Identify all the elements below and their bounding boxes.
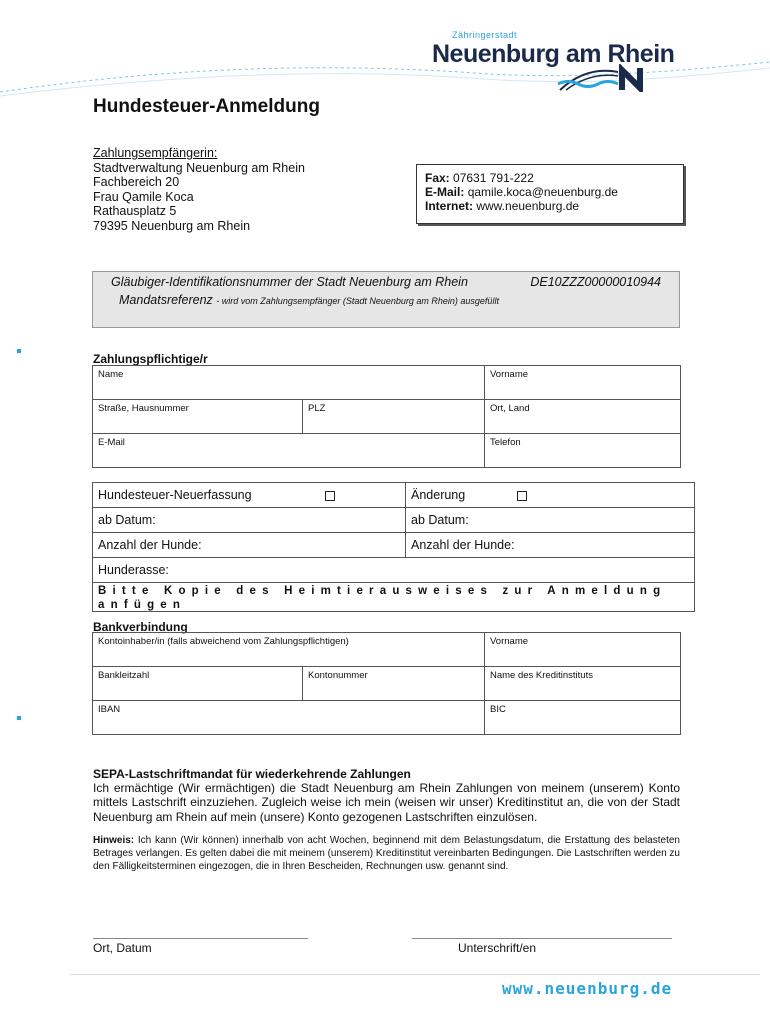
firstname-field[interactable] xyxy=(485,366,681,400)
email-label: E-Mail: xyxy=(425,185,465,199)
sepa-section xyxy=(93,767,680,824)
side-bullet xyxy=(17,349,21,353)
bank-firstname-field[interactable] xyxy=(485,633,681,667)
sepa-text: Ich ermächtige (Wir ermächtigen) die Stadt Neuenburg am Rhein Zahlungen von meinem (unserem) Konto mittels Lastschrift einzuziehen. Zugleich weise ich mein (weisen wir unser) Kreditinstitut an, die von der Stadt Neuenburg am Rhein auf mein (unsere) Konto gezogenen Lastschriften einzulösen. xyxy=(93,781,680,824)
place-date-line[interactable] xyxy=(93,938,308,939)
new-registration-label: Hundesteuer-Neuerfassung xyxy=(98,488,252,502)
creditor-label: Gläubiger-Identifikationsnummer der Stadt Neuenburg am Rhein xyxy=(111,275,468,289)
hint-label: Hinweis: xyxy=(93,835,135,846)
from-date-label: ab Datum: xyxy=(411,513,469,527)
mandate-note: - wird vom Zahlungsempfänger (Stadt Neuenburg am Rhein) ausgefüllt xyxy=(216,296,499,306)
name-field[interactable] xyxy=(93,366,485,400)
new-registration-checkbox[interactable] xyxy=(325,491,335,501)
from-date-field[interactable] xyxy=(93,508,406,533)
signature-line[interactable] xyxy=(412,938,672,939)
account-number-field[interactable] xyxy=(303,667,485,701)
change-checkbox[interactable] xyxy=(517,491,527,501)
zip-label: PLZ xyxy=(308,403,326,414)
bic-label: BIC xyxy=(490,704,506,715)
footer-website[interactable]: www.neuenburg.de xyxy=(502,979,673,998)
sepa-heading: SEPA-Lastschriftmandat für wiederkehrende Zahlungen xyxy=(93,767,411,781)
dog-table xyxy=(92,482,695,612)
recipient-line: Stadtverwaltung Neuenburg am Rhein xyxy=(93,160,305,175)
signature-label: Unterschrift/en xyxy=(458,941,537,955)
place-date-label: Ort, Datum xyxy=(93,941,152,955)
payer-heading: Zahlungspflichtige/r xyxy=(93,352,208,366)
blz-label: Bankleitzahl xyxy=(98,670,150,681)
recipient-line: 79395 Neuenburg am Rhein xyxy=(93,218,251,233)
bank-name-label: Name des Kreditinstituts xyxy=(490,670,593,681)
creditor-id: DE10ZZZ00000010944 xyxy=(530,275,661,289)
account-holder-field[interactable] xyxy=(93,633,485,667)
bank-firstname-label: Vorname xyxy=(490,636,529,647)
email-field[interactable] xyxy=(93,434,485,468)
recipient-line: Rathausplatz 5 xyxy=(93,204,177,219)
new-registration-cell xyxy=(93,483,406,508)
city-label: Ort, Land xyxy=(490,403,530,414)
street-field[interactable] xyxy=(93,400,303,434)
city-emblem-icon xyxy=(556,64,656,92)
zip-field[interactable] xyxy=(303,400,485,434)
city-field[interactable] xyxy=(485,400,681,434)
account-number-label: Kontonummer xyxy=(308,670,368,681)
dog-count-field-change[interactable] xyxy=(406,533,695,558)
recipient-line: Fachbereich 20 xyxy=(93,175,180,190)
internet-link[interactable]: www.neuenburg.de xyxy=(476,199,580,213)
phone-label: Telefon xyxy=(490,437,521,448)
bank-heading: Bankverbindung xyxy=(93,620,188,634)
name-label: Name xyxy=(98,369,124,380)
hint-paragraph xyxy=(93,834,680,874)
copy-note-cell xyxy=(93,583,695,612)
recipient-block xyxy=(93,146,305,234)
from-date-label: ab Datum: xyxy=(98,513,156,527)
bic-field[interactable] xyxy=(485,701,681,735)
breed-label: Hunderasse: xyxy=(98,563,169,577)
email-address[interactable]: qamile.koca@neuenburg.de xyxy=(467,185,618,199)
footer-divider xyxy=(70,974,760,975)
creditor-box xyxy=(92,271,680,328)
iban-field[interactable] xyxy=(93,701,485,735)
dog-count-label: Anzahl der Hunde: xyxy=(411,538,515,552)
from-date-field-change[interactable] xyxy=(406,508,695,533)
account-holder-label: Kontoinhaber/in (falls abweichend vom Zahlungspflichtigen) xyxy=(98,636,349,647)
dog-count-label: Anzahl der Hunde: xyxy=(98,538,202,552)
email-field-label: E-Mail xyxy=(98,437,125,448)
copy-note: Bitte Kopie des Heimtierausweises zur Anmeldung anfügen xyxy=(98,585,667,611)
mandate-label: Mandatsreferenz xyxy=(119,293,213,307)
dog-count-field[interactable] xyxy=(93,533,406,558)
internet-label: Internet: xyxy=(425,199,473,213)
side-bullet xyxy=(17,716,21,720)
recipient-line: Frau Qamile Koca xyxy=(93,189,194,204)
bank-table xyxy=(92,632,681,735)
logo-tagline: Zähringerstadt xyxy=(452,30,518,40)
payer-table xyxy=(92,365,681,468)
street-label: Straße, Hausnummer xyxy=(98,403,189,414)
bank-name-field[interactable] xyxy=(485,667,681,701)
logo-name: Neuenburg am Rhein xyxy=(432,40,675,68)
change-label: Änderung xyxy=(411,488,466,502)
fax-label: Fax: xyxy=(425,171,450,185)
contact-box xyxy=(416,164,684,224)
change-cell xyxy=(406,483,695,508)
hint-text: Ich kann (Wir können) innerhalb von acht Wochen, beginnend mit dem Belastungsdatum, die Erstattung des belasteten Betrages verlangen. Es gelten dabei die mit meinem (unserem) Kreditinstitut vereinbarten Bedingungen. Die Lastschriften werden zu den Fälligkeitsterminen eingezogen, die in Ihren Bescheiden, Rechnungen usw. genannt sind. xyxy=(93,835,680,873)
blz-field[interactable] xyxy=(93,667,303,701)
recipient-label: Zahlungsempfängerin: xyxy=(93,146,218,160)
iban-label: IBAN xyxy=(98,704,121,715)
page-title: Hundesteuer-Anmeldung xyxy=(93,96,320,117)
phone-field[interactable] xyxy=(485,434,681,468)
fax-number: 07631 791-222 xyxy=(453,171,534,185)
breed-field[interactable] xyxy=(93,558,695,583)
firstname-label: Vorname xyxy=(490,369,529,380)
